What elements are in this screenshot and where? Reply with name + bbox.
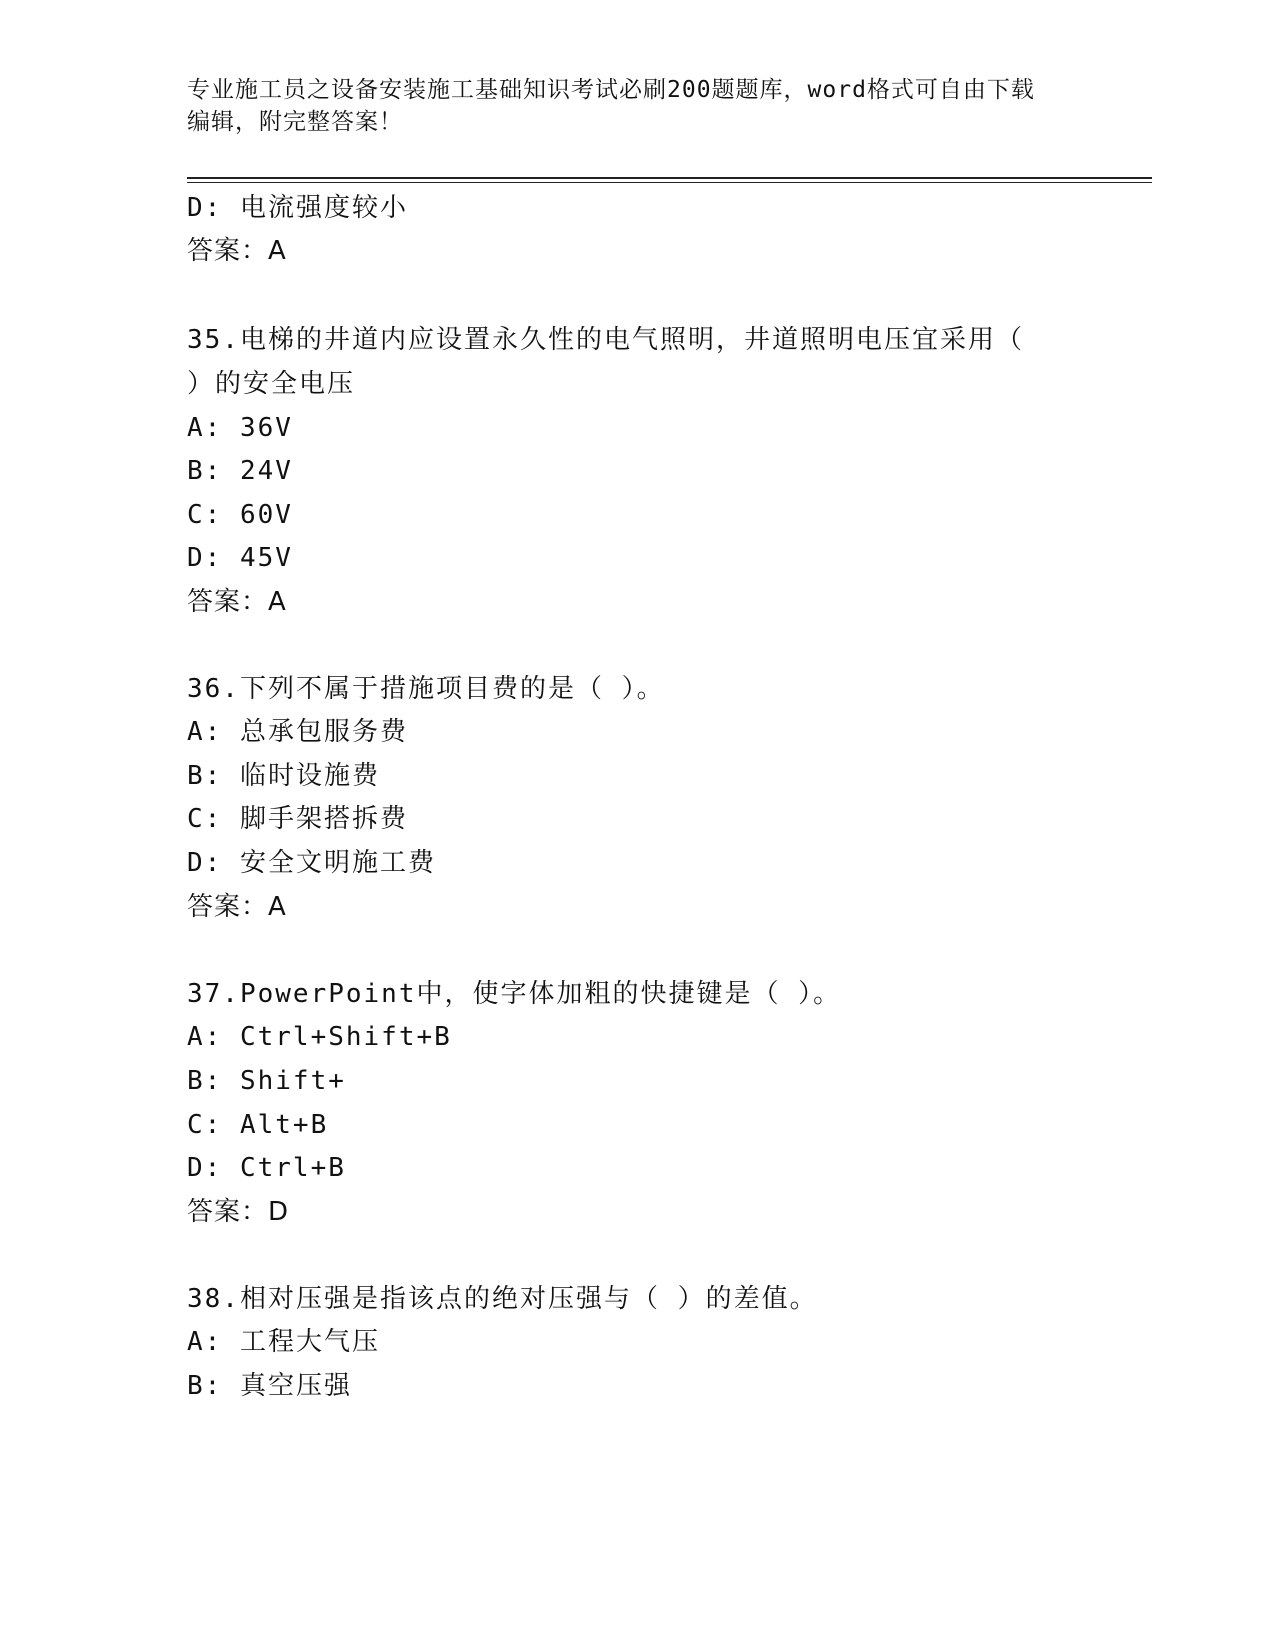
question-38-option-b: B: 真空压强 — [187, 1371, 352, 1401]
header-title-line-1: 专业施工员之设备安装施工基础知识考试必刷200题题库，word格式可自由下载 — [187, 77, 1035, 103]
question-37-answer: 答案：D — [187, 1197, 290, 1227]
question-36-option-b: B: 临时设施费 — [187, 761, 380, 791]
header-divider — [187, 177, 1152, 183]
question-37-option-a: A: Ctrl+Shift+B — [187, 1022, 452, 1052]
question-37-option-c: C: Alt+B — [187, 1110, 329, 1140]
question-37-option-d: D: Ctrl+B — [187, 1153, 346, 1183]
question-36-answer: 答案：A — [187, 892, 287, 922]
question-36-stem: 36.下列不属于措施项目费的是（ ）。 — [187, 674, 665, 704]
header-title-line-2: 编辑，附完整答案！ — [187, 109, 403, 135]
question-36-option-c: C: 脚手架搭拆费 — [187, 804, 408, 834]
option-d: D: 电流强度较小 — [187, 193, 408, 223]
question-35-option-a: A: 36V — [187, 413, 293, 443]
question-35-option-c: C: 60V — [187, 500, 293, 530]
question-37-stem: 37.PowerPoint中，使字体加粗的快捷键是（ ）。 — [187, 979, 842, 1009]
question-35-answer: 答案：A — [187, 587, 287, 617]
question-35-stem: 35.电梯的井道内应设置永久性的电气照明，井道照明电压宜采用（ — [187, 325, 1024, 355]
page-header — [187, 74, 1087, 138]
question-36-option-a: A: 总承包服务费 — [187, 717, 408, 747]
question-35-option-b: B: 24V — [187, 456, 293, 486]
question-36-option-d: D: 安全文明施工费 — [187, 848, 436, 878]
answer-line: 答案：A — [187, 236, 287, 266]
question-37-option-b: B: Shift+ — [187, 1066, 346, 1096]
question-38-option-a: A: 工程大气压 — [187, 1327, 380, 1357]
question-38-stem: 38.相对压强是指该点的绝对压强与（ ）的差值。 — [187, 1284, 818, 1314]
question-35-option-d: D: 45V — [187, 543, 293, 573]
question-35-stem-cont: ）的安全电压 — [187, 369, 356, 399]
